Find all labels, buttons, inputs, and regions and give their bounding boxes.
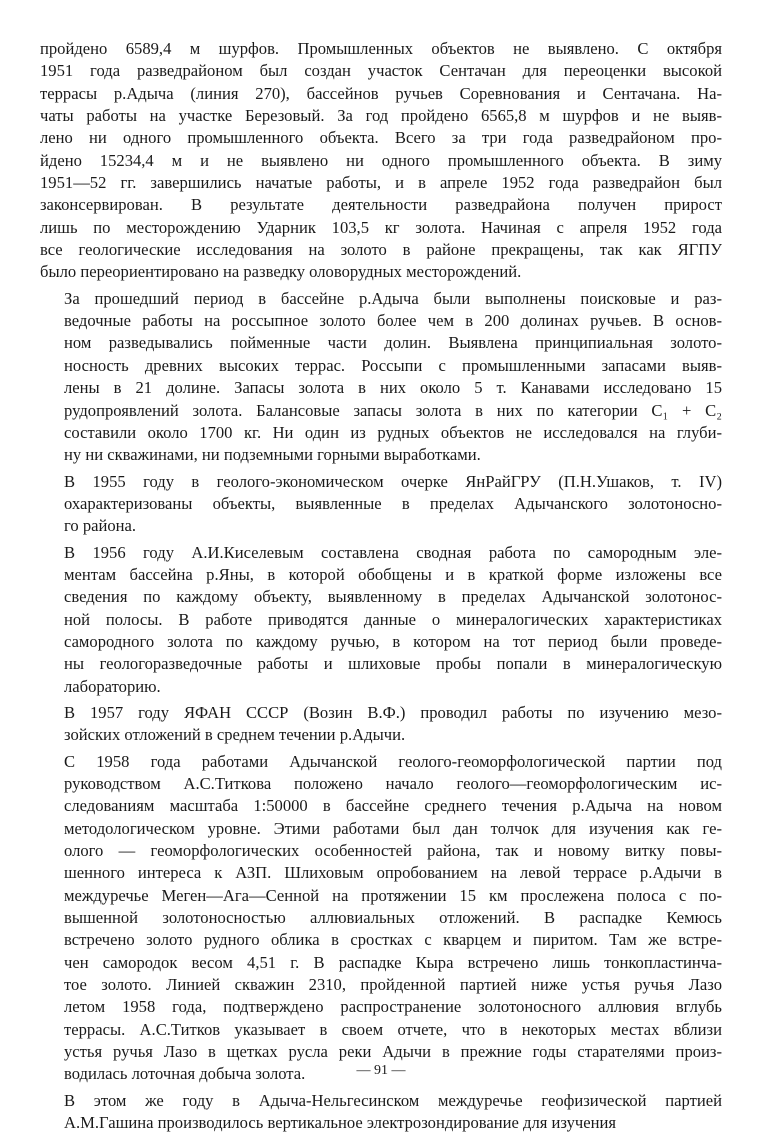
- text-line: законсервирован. В результате деятельности разведрайона получен прирост: [40, 195, 722, 215]
- text-line: террасы. А.С.Титков указывает в своем отчете, что в некоторых местах вблизи: [64, 1019, 722, 1039]
- paragraph: [40, 38, 722, 284]
- text-line: олого — геоморфологических особенностей района, так и новому витку повы-: [64, 841, 722, 861]
- text-line: го района.: [64, 516, 137, 536]
- paragraph: [40, 471, 722, 538]
- paragraph: [40, 702, 722, 747]
- text-line: пройдено 6589,4 м шурфов. Промышленных объектов не выявлено. С октября: [40, 39, 722, 58]
- text-line: чаты работы на участке Березовый. За год пройдено 6565,8 м шурфов и не выяв-: [40, 106, 722, 126]
- text-line: носность древних высоких террас. Россыпи с промышленными запасами выяв-: [64, 355, 722, 375]
- text-line: все геологические исследования на золото в районе прекращены, так как ЯГПУ: [40, 240, 722, 260]
- text-line: вышенной золотоносностью аллювиальных отложений. В распадке Кемюсь: [64, 908, 722, 928]
- text-line: ну ни скважинами, ни подземными горными выработками.: [64, 445, 481, 465]
- text-line: ны геологоразведочные работы и шлиховые пробы попали в минералогическую: [64, 654, 722, 674]
- paragraph: [40, 1090, 722, 1135]
- text-line: С 1958 года работами Адычанской геолого-геоморфологической партии под: [64, 751, 722, 771]
- text-line: В 1955 году в геолого-экономическом очерке ЯнРайГРУ (П.Н.Ушаков, т. IV): [64, 471, 722, 491]
- text-line: зойских отложений в среднем течении р.Адычи.: [64, 725, 406, 745]
- text-line: В этом же году в Адыча-Нельгесинском междуречье геофизической партией: [64, 1090, 722, 1110]
- text-line: сведения по каждому объекту, выявленному в пределах Адычанской золотонос-: [64, 587, 722, 607]
- text-line: террасы р.Адыча (линия 270), бассейнов ручьев Соревнования и Сентачана. На-: [40, 83, 722, 103]
- text-line: встречено золото рудного облика в сростках с кварцем и пиритом. Там же встре-: [64, 930, 722, 950]
- text-line: следованиям масштаба 1:50000 в бассейне среднего течения р.Адыча на новом: [64, 796, 722, 816]
- text-line: 1951 года разведрайоном был создан участок Сентачан для переоценки высокой: [40, 61, 722, 81]
- text-line: руководством А.С.Титкова положено начало геолого—геоморфологическим ис-: [64, 774, 722, 793]
- text-line: лишь по месторождению Ударник 103,5 кг золота. Начиная с апреля 1952 года: [40, 217, 722, 237]
- text-line: водилась лоточная добыча золота.: [64, 1064, 306, 1084]
- text-line: самородного золота по каждому ручью, в котором на тот период были проведе-: [64, 631, 722, 651]
- text-line: лены в 21 долине. Запасы золота в них около 5 т. Канавами исследовано 15: [64, 378, 722, 398]
- page-number: — 91 —: [356, 1063, 406, 1078]
- paragraph: [40, 288, 722, 467]
- text-line: йдено 15234,4 м и не выявлено ни одного промышленного объекта. В зиму: [40, 150, 722, 170]
- text-line: устья ручья Лазо в щетках русла реки Адычи в прежние годы старателями произ-: [64, 1042, 722, 1062]
- body-text: [40, 38, 722, 1135]
- paragraph: [40, 751, 722, 1086]
- paragraph: [40, 542, 722, 698]
- text-line: лабораторию.: [64, 676, 161, 696]
- text-line: ведочные работы на россыпное золото более чем в 200 долинах ручьев. В основ-: [64, 311, 722, 331]
- text-line: ном разведывались пойменные части долин. Выявлена принципиальная золото-: [64, 333, 722, 353]
- text-line: охарактеризованы объекты, выявленные в пределах Адычанского золотоносно-: [64, 493, 722, 513]
- text-line: лено ни одного промышленного объекта. Всего за три года разведрайоном про-: [40, 128, 722, 148]
- text-line: шенного интереса к АЗП. Шлиховым опробованием на левой террасе р.Адычи в: [64, 863, 722, 883]
- text-line: ной полосы. В работе приводятся данные о минералогических характеристиках: [64, 609, 722, 629]
- text-line: тое золото. Линией скважин 2310, пройденной партией ниже устья ручья Лазо: [64, 975, 722, 995]
- text-line: методологическом уровне. Этими работами был дан толчок для изучения как ге-: [64, 818, 722, 838]
- text-line: составили около 1700 кг. Ни один из рудных объектов не исследовался на глуби-: [64, 422, 722, 442]
- text-line: междуречье Меген—Ага—Сенной на протяжении 15 км прослежена полоса с по-: [64, 885, 722, 905]
- text-line: В 1956 году А.И.Киселевым составлена сводная работа по самородным эле-: [64, 542, 722, 562]
- text-line: было переориентировано на разведку оловорудных месторождений.: [40, 262, 522, 282]
- text-line: 1951—52 гг. завершились начатые работы, и в апреле 1952 года разведрайон был: [40, 173, 722, 193]
- text-line: чен самородок весом 4,51 г. В распадке Кыра встречено лишь тонкопластинча-: [64, 952, 722, 972]
- text-line: ментам бассейна р.Яны, в которой обобщены и в краткой форме изложены все: [64, 564, 722, 584]
- text-line: В 1957 году ЯФАН СССР (Возин В.Ф.) проводил работы по изучению мезо-: [64, 702, 722, 722]
- text-line: летом 1958 года, подтверждено распространение золотоносного аллювия вглубь: [64, 997, 722, 1017]
- text-line: За прошедший период в бассейне р.Адыча были выполнены поисковые и раз-: [64, 288, 722, 308]
- text-line: А.М.Гашина производилось вертикальное электрозондирование для изучения: [64, 1113, 617, 1133]
- text-line: рудопроявлений золота. Балансовые запасы золота в них по категории C₁ + C₂: [64, 400, 722, 420]
